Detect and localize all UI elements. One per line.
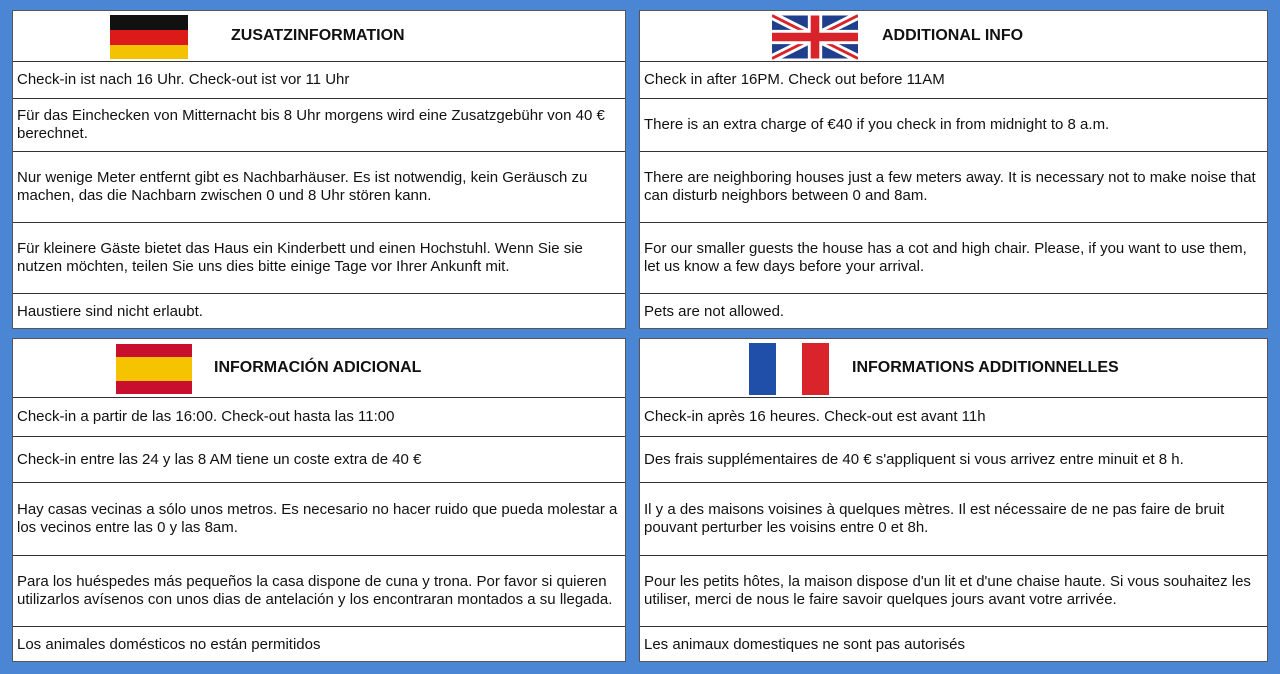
panel-english <box>639 10 1268 329</box>
info-row: There are neighboring houses just a few meters away. It is necessary not to make noise that can disturb neighbors between 0 and 8am. <box>640 152 1267 223</box>
info-row: Pets are not allowed. <box>644 303 785 320</box>
info-row: For our smaller guests the house has a cot and high chair. Please, if you want to use them, let us know a few days before your arrival. <box>640 223 1267 294</box>
panel-header <box>640 11 1267 62</box>
panel-header <box>640 339 1267 398</box>
info-row: Für kleinere Gäste bietet das Haus ein Kinderbett und einen Hochstuhl. Wenn Sie sie nutzen möchten, teilen Sie uns dies bitte einige Tage vor Ihrer Ankunft mit. <box>13 223 625 294</box>
info-row: Pour les petits hôtes, la maison dispose d'un lit et d'une chaise haute. Si vous souhaitez les utiliser, merci de nous le faire savoir quelques jours avant votre arrivée. <box>640 556 1267 627</box>
info-row: Los animales domésticos no están permitidos <box>17 636 321 653</box>
info-row: There is an extra charge of €40 if you check in from midnight to 8 a.m. <box>640 99 1267 152</box>
panel-german <box>12 10 626 329</box>
panel-header <box>13 11 625 62</box>
info-row: Il y a des maisons voisines à quelques mètres. Il est nécessaire de ne pas faire de bruit pouvant perturber les voisins entre 0 et 8h. <box>640 483 1267 556</box>
info-row: Haustiere sind nicht erlaubt. <box>17 303 203 320</box>
panel-title: INFORMACIÓN ADICIONAL <box>214 359 422 376</box>
panel-header <box>13 339 625 398</box>
spain-flag-icon <box>116 344 192 394</box>
info-row: Für das Einchecken von Mitternacht bis 8 Uhr morgens wird eine Zusatzgebühr von 40 € berechnet. <box>13 99 625 152</box>
info-row: Check-in ist nach 16 Uhr. Check-out ist vor 11 Uhr <box>13 62 625 99</box>
germany-flag-icon <box>110 15 188 59</box>
panel-title: ADDITIONAL INFO <box>882 27 1024 44</box>
info-row: Les animaux domestiques ne sont pas autorisés <box>644 636 966 653</box>
uk-flag-icon <box>772 14 858 60</box>
panel-french <box>639 338 1268 662</box>
france-flag-icon <box>749 343 829 395</box>
info-row: Check-in a partir de las 16:00. Check-out hasta las 11:00 <box>13 398 625 437</box>
info-row: Des frais supplémentaires de 40 € s'appliquent si vous arrivez entre minuit et 8 h. <box>640 437 1267 483</box>
panel-title: INFORMATIONS ADDITIONNELLES <box>852 359 1119 376</box>
panel-title: ZUSATZINFORMATION <box>231 27 405 44</box>
info-row: Para los huéspedes más pequeños la casa dispone de cuna y trona. Por favor si quieren utilizarlos avísenos con unos dias de antelación y los encontraran montados a su llegada. <box>13 556 625 627</box>
info-row: Hay casas vecinas a sólo unos metros. Es necesario no hacer ruido que pueda molestar a los vecinos entre las 0 y las 8am. <box>13 483 625 556</box>
info-row: Check-in après 16 heures. Check-out est avant 11h <box>640 398 1267 437</box>
info-row: Nur wenige Meter entfernt gibt es Nachbarhäuser. Es ist notwendig, kein Geräusch zu machen, das die Nachbarn zwischen 0 und 8 Uhr stören kann. <box>13 152 625 223</box>
info-row: Check in after 16PM. Check out before 11AM <box>640 62 1267 99</box>
panel-spanish <box>12 338 626 662</box>
info-row: Check-in entre las 24 y las 8 AM tiene un coste extra de 40 € <box>13 437 625 483</box>
